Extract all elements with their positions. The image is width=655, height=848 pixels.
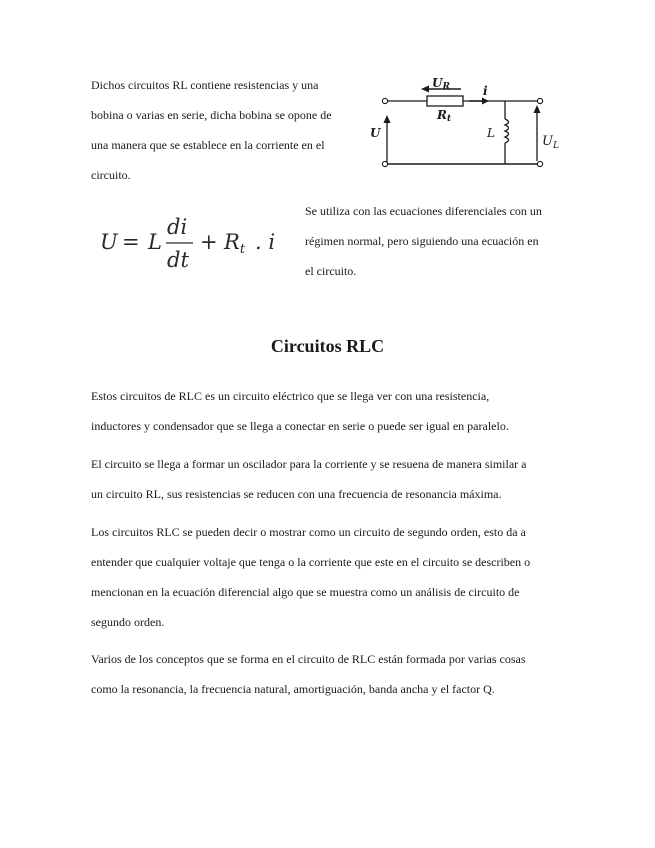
text-line: Varios de los conceptos que se forma en el circuito de RLC están formada por varias cosas [91,652,526,666]
text-line: el circuito. [305,264,357,278]
terminal-bottom-right [537,161,542,166]
text-line: Estos circuitos de RLC es un circuito eléctrico que se llega ver con una resistencia, [91,389,490,403]
paragraph-rlc-concepts [91,644,571,704]
label-l: L [487,126,495,140]
formula-r: Rt [224,230,246,257]
formula-numerator: di [167,215,188,239]
text-line: un circuito RL, sus resistencias se reducen con una frecuencia de resonancia máxima. [91,487,502,501]
text-line: como la resonancia, la frecuencia natural, amortiguación, banda ancha y el factor Q. [91,682,495,696]
ul-arrow-head [534,105,541,113]
text-line: circuito. [91,168,131,182]
paragraph-rlc-second-order [91,517,571,637]
rl-differential-equation [100,208,285,278]
label-ur: UR [432,76,450,92]
label-rt: Rt [437,108,452,124]
text-line: El circuito se llega a formar un oscilador para la corriente y se resuena de manera similar a [91,457,527,471]
paragraph-rlc-intro [91,381,571,441]
text-line: Se utiliza con las ecuaciones diferenciales con un [305,204,542,218]
formula-l: L [148,230,162,254]
text-line: mencionan en la ecuación diferencial algo que se muestra como un análisis de circuito de [91,585,520,599]
formula-denominator: dt [167,248,189,272]
label-current-i: i [483,84,488,98]
section-heading: Circuitos RLC [270,336,385,356]
ur-arrow-head [421,86,429,93]
label-u: U [370,126,381,140]
formula-plus: + [200,230,218,254]
paragraph-rlc-oscillator [91,449,571,509]
terminal-top-left [382,98,387,103]
formula-lhs: U [100,230,118,254]
current-arrow-head [482,98,489,105]
text-line: Los circuitos RLC se pueden decir o mostrar como un circuito de segundo orden, esto da a [91,525,526,539]
paragraph-differential [305,196,575,286]
resistor-symbol [427,96,463,106]
text-line: régimen normal, pero siguiendo una ecuación en [305,234,539,248]
text-line: Dichos circuitos RL contiene resistencias y una [91,78,319,92]
formula-dot-i: . i [255,230,276,254]
text-line: segundo orden. [91,615,165,629]
u-arrow-head [384,115,391,123]
text-line: bobina o varias en serie, dicha bobina se opone de [91,108,332,122]
label-ul: $U_L$ [542,134,559,151]
text-line: una manera que se establece en la corriente en el [91,138,325,152]
rl-circuit-diagram [365,75,565,170]
formula-equals: = [122,230,140,254]
inductor-coil [505,119,509,143]
text-line: entender que cualquier voltaje que tenga o la corriente que este en el circuito se describen o [91,555,531,569]
text-line: inductores y condensador que se llega a conectar en serie o puede ser igual en paralelo. [91,419,509,433]
paragraph-rl-description [91,70,366,190]
terminal-top-right [537,98,542,103]
